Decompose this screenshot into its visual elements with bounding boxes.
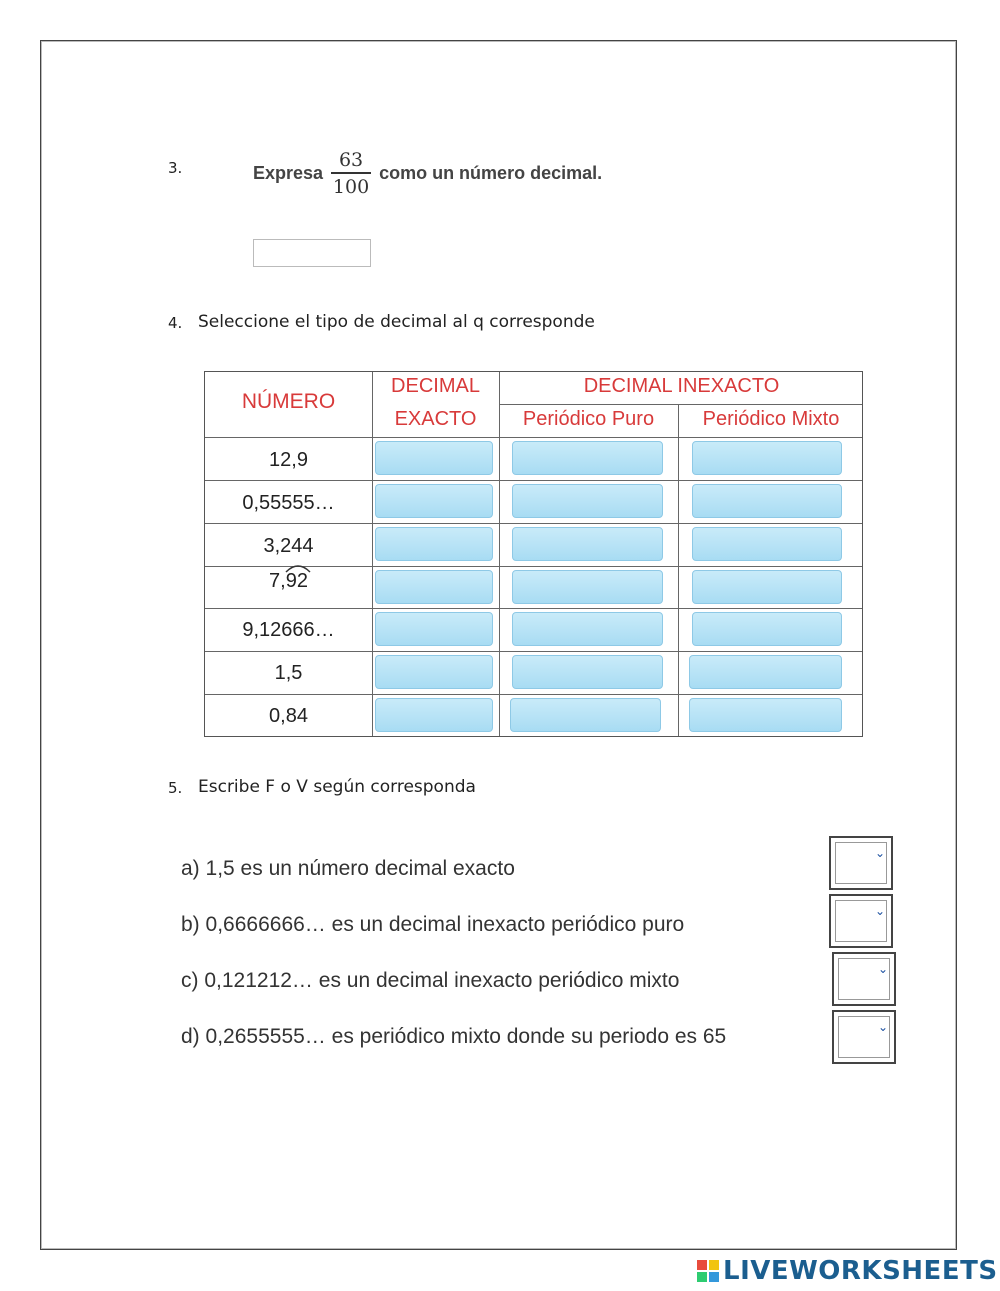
logo-blocks-icon [697,1260,719,1282]
statement-c [181,969,679,993]
question-3-prefix: Expresa [253,163,324,184]
statement-a-text: 1,5 es un número decimal exacto [205,857,515,880]
drop-slot-row5-puro[interactable] [512,612,663,646]
chevron-down-icon: ⌄ [877,962,888,976]
drop-slot-row5-exacto[interactable] [375,612,493,646]
statement-b-select[interactable] [829,894,893,948]
chevron-down-icon: ⌄ [874,904,885,918]
statement-d-text: 0,2655555… es periódico mixto donde su periodo es 65 [205,1025,727,1048]
drop-slot-row3-puro[interactable] [512,527,663,561]
drop-slot-row3-mixto[interactable] [692,527,842,561]
row-number-6: 1,5 [274,662,303,684]
row-number-4-value: 7,92 [269,570,308,592]
row-number-2: 0,55555… [242,492,335,514]
fraction [331,148,371,200]
drop-slot-row6-puro[interactable] [512,655,663,689]
row-number-4 [205,570,372,593]
chevron-down-icon: ⌄ [877,1020,888,1034]
drop-slot-row4-exacto[interactable] [375,570,493,604]
statement-b [181,913,684,937]
question-5-text: Escribe F o V según corresponda [198,777,476,797]
drop-slot-row1-mixto[interactable] [692,441,842,475]
header-decimal-exacto-line2: EXACTO [394,408,477,430]
fraction-denominator: 100 [332,175,370,198]
decimal-classification-table [204,371,863,737]
drop-slot-row7-puro[interactable] [510,698,661,732]
question-4-number: 4. [168,314,183,332]
statement-a-label: a) [181,857,200,880]
statement-d [181,1025,726,1049]
statement-c-label: c) [181,969,199,992]
header-periodico-mixto: Periódico Mixto [702,408,840,430]
drop-slot-row1-exacto[interactable] [375,441,493,475]
question-3-prompt [253,148,602,200]
fraction-numerator: 63 [338,149,364,171]
question-3-number: 3. [168,159,183,177]
drop-slot-row2-mixto[interactable] [692,484,842,518]
header-numero: NÚMERO [241,390,336,413]
logo-text: LIVEWORKSHEETS [723,1256,998,1286]
statement-a [181,857,515,881]
statement-a-select[interactable] [829,836,893,890]
drop-slot-row6-mixto[interactable] [689,655,842,689]
drop-slot-row4-puro[interactable] [512,570,663,604]
drop-slot-row7-exacto[interactable] [375,698,493,732]
question-4-text: Seleccione el tipo de decimal al q corresponde [198,312,595,332]
statement-b-label: b) [181,913,200,936]
row-number-1: 12,9 [269,449,308,471]
row-number-3: 3,244 [263,535,314,557]
header-decimal-exacto-line1: DECIMAL [391,375,480,397]
header-periodico-puro: Periódico Puro [522,408,655,430]
drop-slot-row6-exacto[interactable] [375,655,493,689]
question-5-number: 5. [168,779,183,797]
statement-c-text: 0,121212… es un decimal inexacto periódico mixto [204,969,680,992]
statement-d-label: d) [181,1025,200,1048]
row-number-5: 9,12666… [242,619,335,641]
question-3-suffix: como un número decimal. [379,163,603,184]
statement-c-select[interactable] [832,952,896,1006]
question-3-answer-input[interactable] [253,239,371,267]
chevron-down-icon: ⌄ [874,846,885,860]
drop-slot-row2-puro[interactable] [512,484,663,518]
drop-slot-row1-puro[interactable] [512,441,663,475]
drop-slot-row5-mixto[interactable] [692,612,842,646]
drop-slot-row4-mixto[interactable] [692,570,842,604]
drop-slot-row7-mixto[interactable] [689,698,842,732]
drop-slot-row2-exacto[interactable] [375,484,493,518]
liveworksheets-logo [697,1256,998,1286]
statement-b-text: 0,6666666… es un decimal inexacto periódico puro [205,913,685,936]
header-decimal-inexacto: DECIMAL INEXACTO [583,375,780,397]
statement-d-select[interactable] [832,1010,896,1064]
period-arc-icon [284,563,312,573]
row-number-7: 0,84 [269,705,308,727]
drop-slot-row3-exacto[interactable] [375,527,493,561]
